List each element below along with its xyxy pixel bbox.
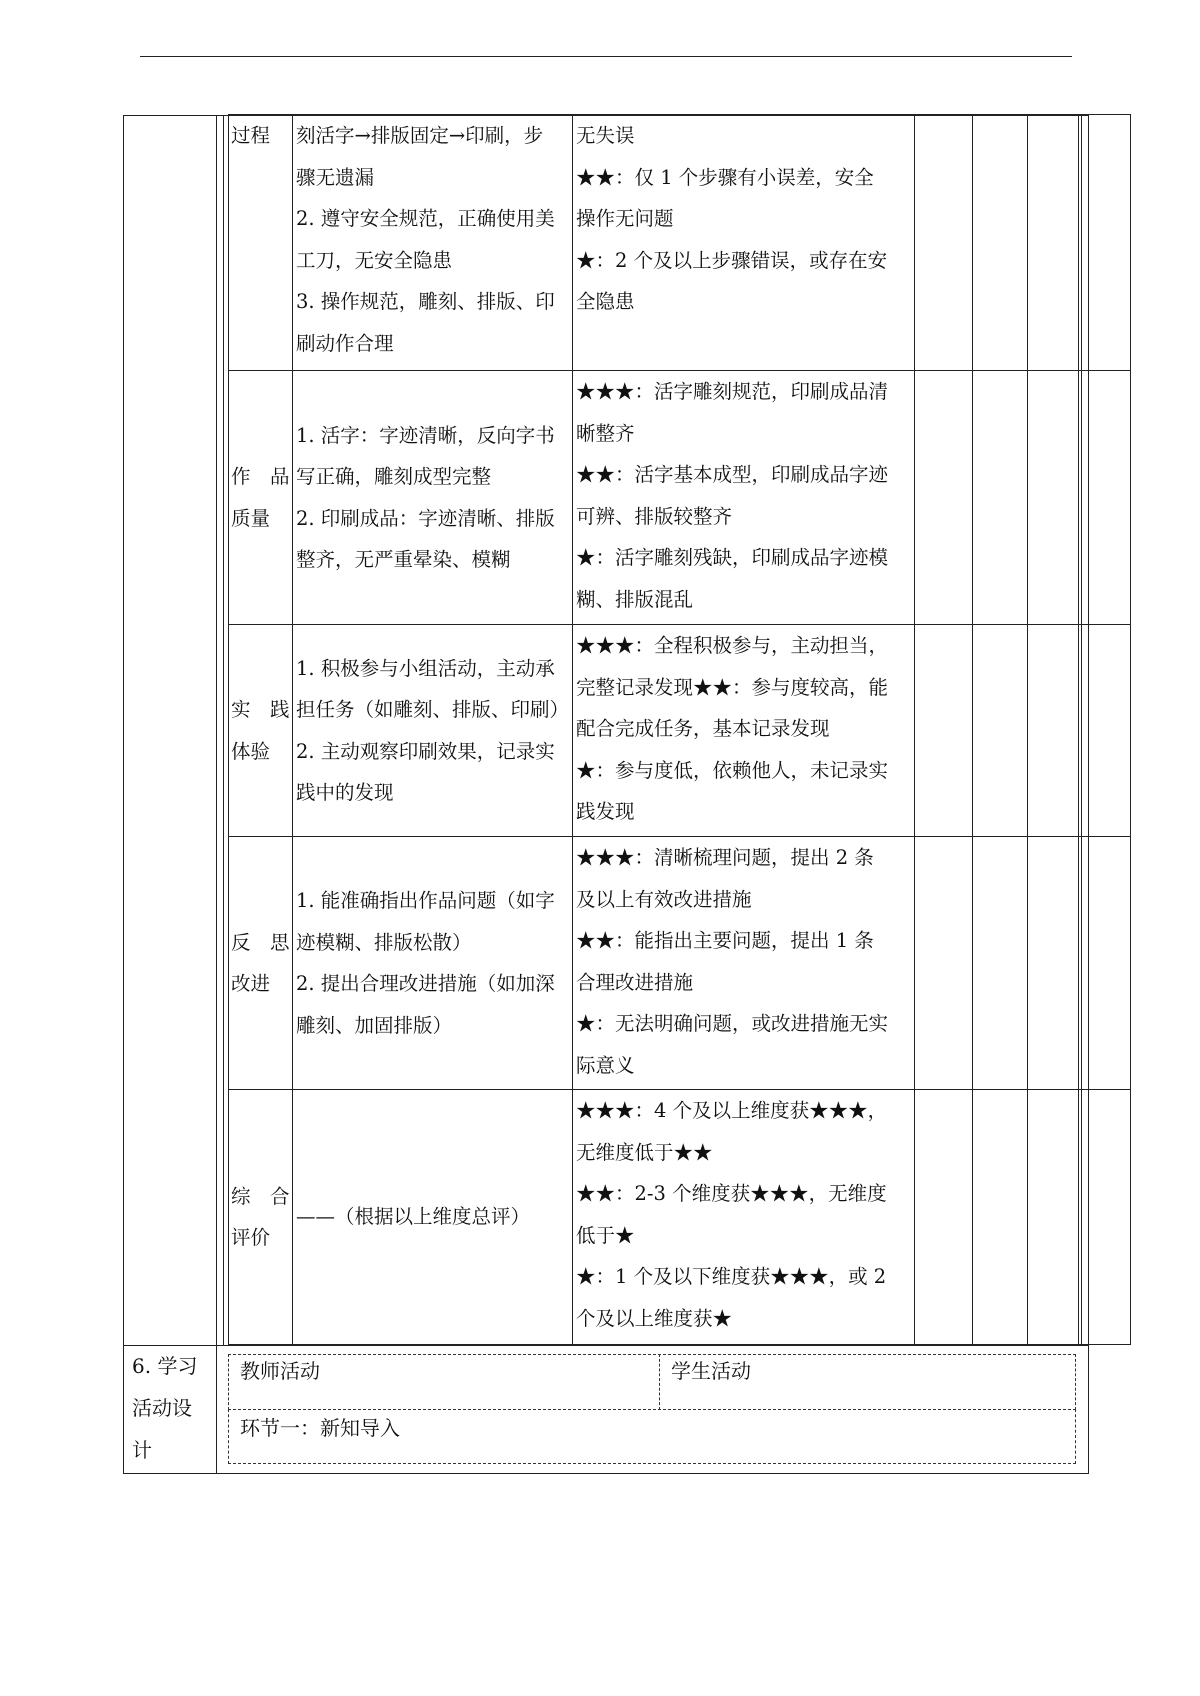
score-cell: [1079, 625, 1131, 837]
activity-header-box: [228, 1354, 1076, 1410]
criteria-cell: 1. 积极参与小组活动，主动承 担任务（如雕刻、排版、印刷） 2. 主动观察印刷效果，记录实 践中的发现: [293, 625, 573, 837]
score-cell: [915, 115, 973, 371]
score-cell: [973, 115, 1028, 371]
score-cell: [1028, 625, 1079, 837]
score-cell: [1079, 371, 1131, 625]
score-cell: [1028, 115, 1079, 371]
score-cell: [973, 837, 1028, 1090]
score-cell: [1079, 115, 1131, 371]
level-cell: ★★★：全程积极参与，主动担当， 完整记录发现★★：参与度较高，能 配合完成任务，基本记录发现 ★：参与度低，依赖他人，未记录实 践发现: [573, 625, 915, 837]
score-cell: [915, 837, 973, 1090]
activity-column-divider: [659, 1354, 660, 1410]
student-activity-header: 学生活动: [671, 1359, 751, 1383]
dimension-cell: 过程: [229, 115, 293, 371]
score-cell: [973, 1090, 1028, 1345]
level-cell: ★★★：活字雕刻规范，印刷成品清 晰整齐 ★★：活字基本成型，印刷成品字迹 可辨、排版较整齐 ★：活字雕刻残缺，印刷成品字迹模 糊、排版混乱: [573, 371, 915, 625]
score-cell: [915, 625, 973, 837]
page-header-rule: [140, 56, 1072, 57]
table-row: [229, 371, 1131, 625]
table-row: [229, 837, 1131, 1090]
dimension-cell: 实 践 体验: [229, 625, 293, 837]
criteria-cell: 刻活字→排版固定→印刷，步 骤无遗漏 2. 遵守安全规范，正确使用美 工刀，无安全隐患 3. 操作规范，雕刻、排版、印 刷动作合理: [293, 115, 573, 371]
stage-title: 环节一：新知导入: [240, 1416, 400, 1440]
section-divider: [123, 1345, 1089, 1346]
score-cell: [1028, 1090, 1079, 1345]
table-row: [229, 1090, 1131, 1345]
criteria-cell: 1. 活字：字迹清晰，反向字书 写正确，雕刻成型完整 2. 印刷成品：字迹清晰、排版 整齐，无严重晕染、模糊: [293, 371, 573, 625]
score-cell: [1028, 371, 1079, 625]
level-cell: ★★★：4 个及以上维度获★★★， 无维度低于★★ ★★：2-3 个维度获★★★，无维度 低于★ ★：1 个及以下维度获★★★，或 2 个及以上维度获★: [573, 1090, 915, 1345]
score-cell: [915, 1090, 973, 1345]
section-6-label: 6. 学习 活动设 计: [132, 1354, 198, 1462]
dimension-cell: 作 品 质量: [229, 371, 293, 625]
table-row: [229, 115, 1131, 371]
table-row: [229, 625, 1131, 837]
score-cell: [1079, 837, 1131, 1090]
criteria-cell: 1. 能准确指出作品问题（如字 迹模糊、排版松散） 2. 提出合理改进措施（如加深 雕刻、加固排版）: [293, 837, 573, 1090]
score-cell: [1079, 1090, 1131, 1345]
dimension-cell: 综 合 评价: [229, 1090, 293, 1345]
left-column-divider: [216, 115, 217, 1474]
level-cell: ★★★：清晰梳理问题，提出 2 条 及以上有效改进措施 ★★：能指出主要问题，提出 1 条 合理改进措施 ★：无法明确问题，或改进措施无实 际意义: [573, 837, 915, 1090]
evaluation-rubric-table: [228, 114, 1131, 1345]
inner-column-divider: [223, 115, 224, 1345]
level-cell: 无失误 ★★：仅 1 个步骤有小误差，安全 操作无问题 ★：2 个及以上步骤错误，或存在安 全隐患: [573, 115, 915, 371]
score-cell: [973, 625, 1028, 837]
criteria-cell: ——（根据以上维度总评）: [293, 1090, 573, 1345]
dimension-cell: 反 思 改进: [229, 837, 293, 1090]
score-cell: [1028, 837, 1079, 1090]
score-cell: [915, 371, 973, 625]
teacher-activity-header: 教师活动: [240, 1359, 320, 1383]
score-cell: [973, 371, 1028, 625]
